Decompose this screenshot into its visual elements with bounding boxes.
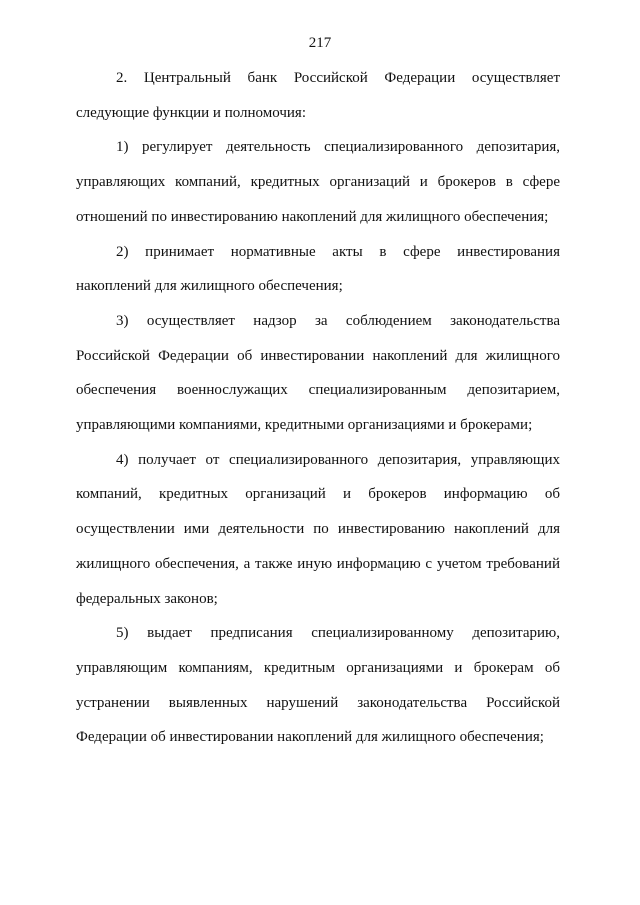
paragraph-item-1: 1) регулирует деятельность специализированного депозитария, управляющих компаний, кредитных организаций и брокеров в сфере отношений по инвестированию накоплений для жилищного обеспечения; bbox=[76, 139, 560, 225]
document-body bbox=[76, 61, 560, 755]
paragraph-clause-2-intro: 2. Центральный банк Российской Федерации осуществляет следующие функции и полномочия: bbox=[76, 70, 560, 121]
paragraph-item-5: 5) выдает предписания специализированному депозитарию, управляющим компаниям, кредитным организациями и брокерам об устранении выявленных нарушений законодательства Российской Федерации об инвестировании накоплений для жилищного обеспечения; bbox=[76, 625, 560, 746]
paragraph-item-2: 2) принимает нормативные акты в сфере инвестирования накоплений для жилищного обеспечения; bbox=[76, 243, 560, 295]
paragraph-item-4: 4) получает от специализированного депозитария, управляющих компаний, кредитных организаций и брокеров информацию об осуществлении ими деятельности по инвестированию накоплений для жилищного обеспечения, а также иную информацию с учетом требований федеральных законов; bbox=[76, 451, 560, 607]
paragraph-item-3: 3) осуществляет надзор за соблюдением законодательства Российской Федерации об инвестировании накоплений для жилищного обеспечения военнослужащих специализированным депозитарием, управляющими компаниями, кредитными организациями и брокерами; bbox=[76, 312, 560, 434]
page-number: 217 bbox=[308, 35, 332, 51]
